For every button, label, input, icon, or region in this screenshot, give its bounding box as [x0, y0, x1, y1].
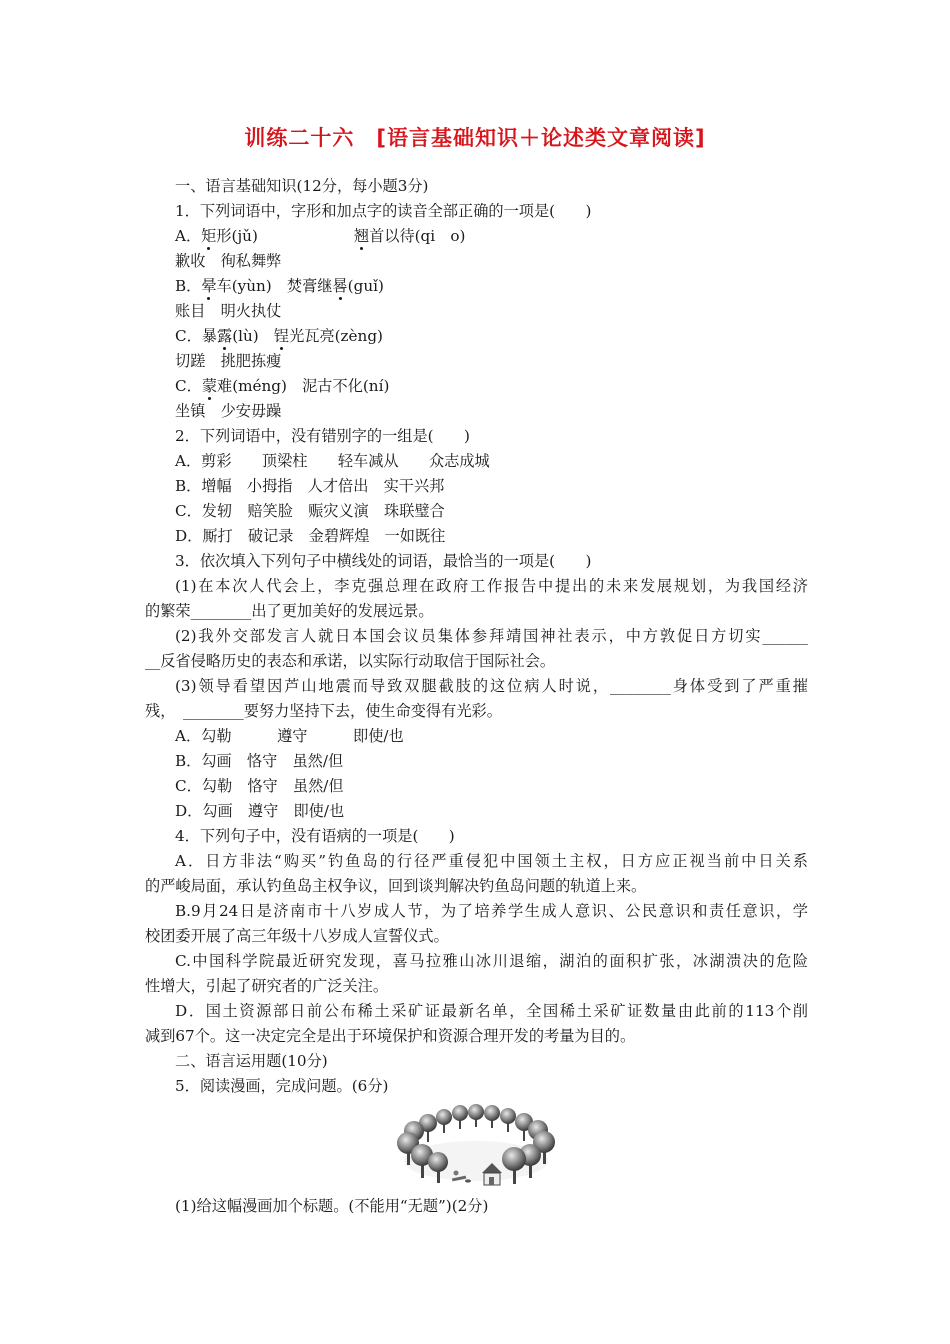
- page-title: 训练二十六 [语言基础知识＋论述类文章阅读]: [244, 126, 706, 150]
- q2-stem: 2．下列词语中，没有错别字的一组是( ): [175, 427, 470, 445]
- q3-sentence-1-line2: 的繁荣________出了更加美好的发展远景。: [145, 602, 434, 620]
- q4-option-d-line1: D．国土资源部日前公布稀土采矿证最新名单，全国稀土采矿证数量由此前的113个削: [175, 1002, 808, 1020]
- q4-option-a-line1: A．日方非法“购买”钓鱼岛的行径严重侵犯中国领土主权，日方应正视当前中日关系: [175, 852, 808, 870]
- q3-sentence-3-line2: 残， ________要努力坚持下去，使生命变得有光彩。: [145, 702, 502, 720]
- q2-option-d: D．厮打 破记录 金碧辉煌 一如既往: [175, 527, 446, 545]
- q2-option-b: B．增幅 小拇指 人才倍出 实干兴邦: [175, 477, 445, 495]
- dotted-char: 晕: [201, 277, 217, 295]
- q3-option-a: A．勾勒 遵守 即使/也: [175, 727, 404, 745]
- dotted-char: 锃: [273, 327, 290, 345]
- dotted-char: 蒙: [201, 377, 217, 395]
- cartoon-image: [396, 1103, 556, 1191]
- q3-sentence-3-line1: (3)领导看望因芦山地震而导致双腿截肢的这位病人时说，________身体受到了严重摧: [175, 677, 808, 695]
- q4-option-d-line2: 减到67个。这一决定完全是出于环境保护和资源合理开发的考量为目的。: [145, 1027, 636, 1045]
- q4-option-c-line2: 性增大，引起了研究者的广泛关注。: [145, 977, 388, 995]
- q1-option-b-line1: B．晕车(yùn) 焚膏继晷(guǐ): [175, 277, 384, 295]
- q4-option-b-line1: B.9月24日是济南市十八岁成人节，为了培养学生成人意识、公民意识和责任意识，学: [175, 902, 808, 920]
- q4-stem: 4．下列句子中，没有语病的一项是( ): [175, 827, 455, 845]
- q4-option-b-line2: 校团委开展了高三年级十八岁成人宣誓仪式。: [145, 927, 449, 945]
- q5-stem: 5．阅读漫画，完成问题。(6分): [175, 1077, 389, 1095]
- q1-option-a-line1: A．矩形(jǔ) 翘首以待(qi o): [175, 227, 466, 245]
- q1-option-d-line1: C．蒙难(méng) 泥古不化(ní): [175, 377, 390, 395]
- q5-subquestion-1: (1)给这幅漫画加个标题。(不能用“无题”)(2分): [175, 1197, 489, 1215]
- section-heading-2: 二、语言运用题(10分): [175, 1052, 328, 1070]
- q4-option-a-line2: 的严峻局面，承认钓鱼岛主权争议，回到谈判解决钓鱼岛问题的轨道上来。: [145, 877, 647, 895]
- q1-option-b-line2: 账目 明火执仗: [175, 302, 282, 320]
- q1-option-d-line2: 坐镇 少安毋躁: [175, 402, 282, 420]
- q3-sentence-2-line1: (2)我外交部发言人就日本国会议员集体参拜靖国神社表示，中方敦促日方切实______: [175, 627, 808, 645]
- q1-stem: 1．下列词语中，字形和加点字的读音全部正确的一项是( ): [175, 202, 592, 220]
- dotted-char: 翘: [353, 227, 370, 245]
- q3-sentence-1-line1: (1)在本次人代会上，李克强总理在政府工作报告中提出的未来发展规划，为我国经济: [175, 577, 808, 595]
- q2-option-c: C．发轫 赔笑脸 赈灾义演 珠联璧合: [175, 502, 445, 520]
- q1-option-c-line1: C．暴露(lù) 锃光瓦亮(zèng): [175, 327, 383, 345]
- dotted-char: 露: [217, 327, 233, 345]
- q4-option-c-line1: C.中国科学院最近研究发现，喜马拉雅山冰川退缩，湖泊的面积扩张，冰湖溃决的危险: [175, 952, 808, 970]
- q3-option-b: B．勾画 恪守 虽然/但: [175, 752, 344, 770]
- q3-option-d: D．勾画 遵守 即使/也: [175, 802, 345, 820]
- q1-option-a-line2: 歉收 徇私舞弊: [175, 252, 282, 270]
- dotted-char: 晷: [332, 277, 348, 295]
- dotted-char: 矩: [201, 227, 217, 245]
- section-heading-1: 一、语言基础知识(12分，每小题3分): [175, 177, 429, 195]
- q1-option-c-line2: 切蹉 挑肥拣瘦: [175, 352, 282, 370]
- q3-stem: 3．依次填入下列句子中横线处的词语，最恰当的一项是( ): [175, 552, 592, 570]
- q3-option-c: C．勾勒 恪守 虽然/但: [175, 777, 344, 795]
- q3-sentence-2-line2: __反省侵略历史的表态和承诺，以实际行动取信于国际社会。: [145, 652, 556, 670]
- q2-option-a: A．剪彩 顶梁柱 轻车减从 众志成城: [175, 452, 490, 470]
